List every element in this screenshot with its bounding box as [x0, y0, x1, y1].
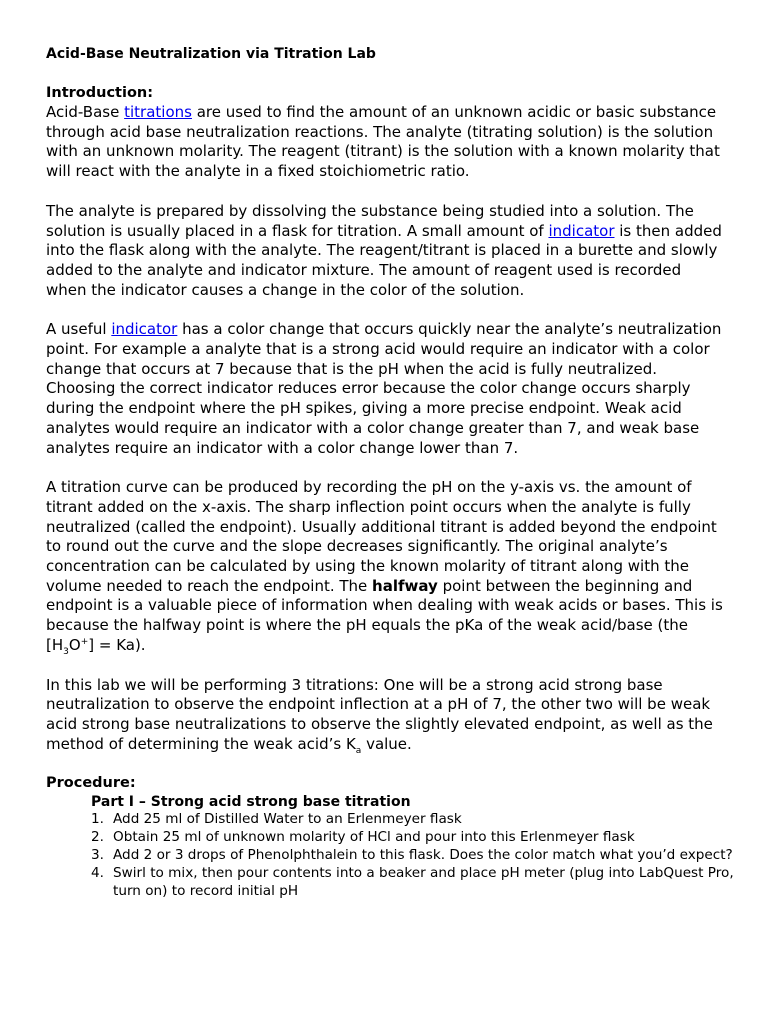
- titrations-link[interactable]: titrations: [124, 103, 192, 121]
- intro-paragraph-5: In this lab we will be performing 3 titrations: One will be a strong acid strong base neutralization to observe the endpoint inflection at a pH of 7, the other two will be weak acid strong base neutralizations to observe the slightly elevated endpoint, as well as the method of determining the weak acid’s $K_a$ value.: [46, 675, 713, 756]
- part-1-heading: Part I – Strong acid strong base titration: [91, 794, 411, 811]
- procedure-heading: Procedure:: [46, 775, 136, 792]
- procedure-steps: [46, 811, 753, 900]
- procedure-step: 2. Obtain 25 ml of unknown molarity of HCl and pour into this Erlenmeyer flask: [91, 829, 635, 846]
- intro-paragraph-4: A titration curve can be produced by recording the pH on the y-axis vs. the amount of titrant added on the x-axis. The sharp inflection point occurs when the analyte is fully neutralized (called the endpoint). Usually additional titrant is added beyond the endpoint to round out the curve and the slope decreases significantly. The original analyte’s concentration can be calculated by using the known molarity of titrant along with the volume needed to reach the endpoint. The halfway point between the beginning and endpoint is a valuable piece of information when dealing with weak acids or bases. This is because the halfway point is where the pH equals the pKa of the weak acid/base (the $[H_3O^+] = Ka$).: [46, 478, 723, 657]
- indicator-link-2[interactable]: indicator: [111, 320, 178, 339]
- halfway-emphasis: halfway: [372, 576, 438, 595]
- subscript-a: a: [355, 745, 362, 756]
- introduction-heading: Introduction:: [46, 85, 154, 101]
- superscript-plus: +: [80, 636, 89, 647]
- document-title: Acid-Base Neutralization via Titration Lab: [46, 46, 376, 62]
- intro-paragraph-1: Acid-Base titrations are used to find the amount of an unknown acidic or basic substance through acid base neutralization reactions. The analyte (titrating solution) is the solution with an unknown molarity. The reagent (titrant) is the solution with a known molarity that will react with the analyte in a fixed stoichiometric ratio.: [46, 103, 720, 181]
- intro-paragraph-3: A useful indicator has a color change that occurs quickly near the analyte’s neutralization point. For example a analyte that is a strong acid would require an indicator with a color change that occurs at 7 because that is the pH when the acid is fully neutralized. Choosing the correct indicator reduces error because the color change occurs sharply during the endpoint where the pH spikes, giving a more precise endpoint. Weak acid analytes would require an indicator with a color change greater than 7, and weak base analytes require an indicator with a color change lower than 7.: [46, 320, 722, 457]
- intro-paragraph-2: The analyte is prepared by dissolving the substance being studied into a solution. The solution is usually placed in a flask for titration. A small amount of indicator is then added into the flask along with the analyte. The reagent/titrant is placed in a burette and slowly added to the analyte and indicator mixture. The amount of reagent used is recorded when the indicator causes a change in the color of the solution.: [46, 201, 722, 299]
- indicator-link-1[interactable]: indicator: [548, 221, 615, 240]
- procedure-step: 3. Add 2 or 3 drops of Phenolphthalein to this flask. Does the color match what you’d expect?: [91, 846, 733, 863]
- procedure-step: 4. Swirl to mix, then pour contents into a beaker and place pH meter (plug into LabQuest Pro, turn on) to record initial pH: [91, 864, 734, 899]
- subscript-3: 3: [63, 646, 69, 657]
- procedure-step: 1. Add 25 ml of Distilled Water to an Erlenmeyer flask: [91, 811, 462, 828]
